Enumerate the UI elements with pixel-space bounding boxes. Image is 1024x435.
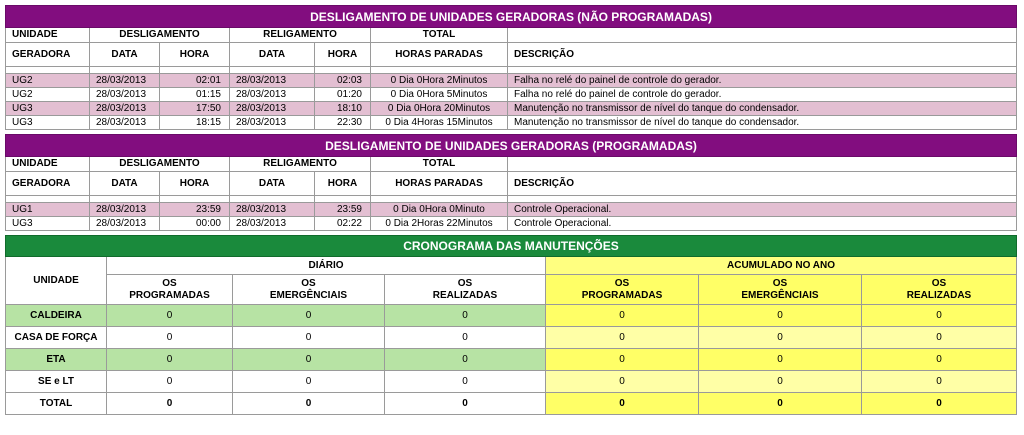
cell-d-hora: 01:15 <box>160 88 230 102</box>
col-r-hora: HORA <box>315 43 371 67</box>
col-geradora: GERADORA <box>6 43 90 67</box>
col-r-data: DATA <box>230 172 315 196</box>
col-horas-paradas: HORAS PARADAS <box>371 43 508 67</box>
table-row <box>6 88 1017 102</box>
cell-desc: Falha no relé do painel de controle do gerador. <box>508 74 1017 88</box>
cell-unit: UG3 <box>6 116 90 130</box>
col-total: TOTAL <box>371 28 508 43</box>
col-d-data: DATA <box>90 43 160 67</box>
cell-r-data: 28/03/2013 <box>230 74 315 88</box>
cell-desc: Controle Operacional. <box>508 203 1017 217</box>
cell-desc: Falha no relé do painel de controle do gerador. <box>508 88 1017 102</box>
cell-d-data: 28/03/2013 <box>90 88 160 102</box>
col-diario: DIÁRIO <box>107 257 546 275</box>
col-d-data: DATA <box>90 172 160 196</box>
schedule-title: CRONOGRAMA DAS MANUTENÇÕES <box>6 236 1017 257</box>
table-row-total: TOTAL 0 0 0 0 0 0 <box>6 393 1017 415</box>
col-acum-os-realizadas: OS REALIZADAS <box>862 275 1017 305</box>
cell-unit: UG1 <box>6 203 90 217</box>
cell-r-hora: 01:20 <box>315 88 371 102</box>
cell-r-hora: 18:10 <box>315 102 371 116</box>
cell-d-data: 28/03/2013 <box>90 102 160 116</box>
cell-total: 0 Dia 4Horas 15Minutos <box>371 116 508 130</box>
cell-desc: Manutenção no transmissor de nível do tanque do condensador. <box>508 102 1017 116</box>
col-desligamento: DESLIGAMENTO <box>90 28 230 43</box>
cell-unit: UG3 <box>6 102 90 116</box>
table-row <box>6 217 1017 231</box>
planned-shutdowns-table <box>5 134 1017 231</box>
col-acum-os-emergenciais: OS EMERGÊNCIAIS <box>699 275 862 305</box>
col-acum-os-programadas: OS PROGRAMADAS <box>546 275 699 305</box>
cell-unit: UG2 <box>6 74 90 88</box>
table-row <box>6 203 1017 217</box>
cell-total: 0 Dia 0Hora 2Minutos <box>371 74 508 88</box>
cell-d-hora: 17:50 <box>160 102 230 116</box>
cell-d-hora: 00:00 <box>160 217 230 231</box>
cell-r-hora: 02:22 <box>315 217 371 231</box>
table-row: SE e LT 0 0 0 0 0 0 <box>6 371 1017 393</box>
cell-unit: UG2 <box>6 88 90 102</box>
col-os-programadas: OS PROGRAMADAS <box>107 275 233 305</box>
cell-d-data: 28/03/2013 <box>90 217 160 231</box>
unplanned-title: DESLIGAMENTO DE UNIDADES GERADORAS (NÃO PROGRAMADAS) <box>6 6 1017 28</box>
col-total: TOTAL <box>371 157 508 172</box>
cell-r-hora: 23:59 <box>315 203 371 217</box>
table-row <box>6 102 1017 116</box>
col-r-hora: HORA <box>315 172 371 196</box>
col-unidade: UNIDADE <box>6 28 90 43</box>
row-label: ETA <box>6 349 107 371</box>
cell-d-data: 28/03/2013 <box>90 116 160 130</box>
cell-desc: Manutenção no transmissor de nível do tanque do condensador. <box>508 116 1017 130</box>
cell-total: 0 Dia 2Horas 22Minutos <box>371 217 508 231</box>
row-label: CASA DE FORÇA <box>6 327 107 349</box>
cell-r-data: 28/03/2013 <box>230 203 315 217</box>
cell-d-hora: 23:59 <box>160 203 230 217</box>
table-row: ETA 0 0 0 0 0 0 <box>6 349 1017 371</box>
col-d-hora: HORA <box>160 43 230 67</box>
cell-total: 0 Dia 0Hora 5Minutos <box>371 88 508 102</box>
cell-r-data: 28/03/2013 <box>230 102 315 116</box>
col-geradora: GERADORA <box>6 172 90 196</box>
table-row <box>6 116 1017 130</box>
col-os-emergenciais: OS EMERGÊNCIAIS <box>233 275 385 305</box>
table-row: CALDEIRA 0 0 0 0 0 0 <box>6 305 1017 327</box>
cell-r-data: 28/03/2013 <box>230 217 315 231</box>
col-unidade: UNIDADE <box>6 257 107 305</box>
maintenance-schedule-table <box>5 235 1017 415</box>
col-empty <box>508 28 1017 43</box>
col-unidade: UNIDADE <box>6 157 90 172</box>
cell-d-hora: 18:15 <box>160 116 230 130</box>
row-label: TOTAL <box>6 393 107 415</box>
col-descricao: DESCRIÇÃO <box>508 43 1017 67</box>
col-acumulado: ACUMULADO NO ANO <box>546 257 1017 275</box>
cell-desc: Controle Operacional. <box>508 217 1017 231</box>
col-empty <box>508 157 1017 172</box>
col-desligamento: DESLIGAMENTO <box>90 157 230 172</box>
table-row: CASA DE FORÇA 0 0 0 0 0 0 <box>6 327 1017 349</box>
cell-r-data: 28/03/2013 <box>230 88 315 102</box>
col-descricao: DESCRIÇÃO <box>508 172 1017 196</box>
cell-total: 0 Dia 0Hora 0Minuto <box>371 203 508 217</box>
row-label: SE e LT <box>6 371 107 393</box>
col-r-data: DATA <box>230 43 315 67</box>
unplanned-shutdowns-table <box>5 5 1017 130</box>
cell-d-data: 28/03/2013 <box>90 74 160 88</box>
cell-r-hora: 22:30 <box>315 116 371 130</box>
cell-r-data: 28/03/2013 <box>230 116 315 130</box>
cell-unit: UG3 <box>6 217 90 231</box>
planned-title: DESLIGAMENTO DE UNIDADES GERADORAS (PROGRAMADAS) <box>6 135 1017 157</box>
row-label: CALDEIRA <box>6 305 107 327</box>
col-religamento: RELIGAMENTO <box>230 28 371 43</box>
cell-r-hora: 02:03 <box>315 74 371 88</box>
cell-d-hora: 02:01 <box>160 74 230 88</box>
col-os-realizadas: OS REALIZADAS <box>385 275 546 305</box>
col-religamento: RELIGAMENTO <box>230 157 371 172</box>
cell-total: 0 Dia 0Hora 20Minutos <box>371 102 508 116</box>
col-d-hora: HORA <box>160 172 230 196</box>
col-horas-paradas: HORAS PARADAS <box>371 172 508 196</box>
cell-d-data: 28/03/2013 <box>90 203 160 217</box>
table-row <box>6 74 1017 88</box>
